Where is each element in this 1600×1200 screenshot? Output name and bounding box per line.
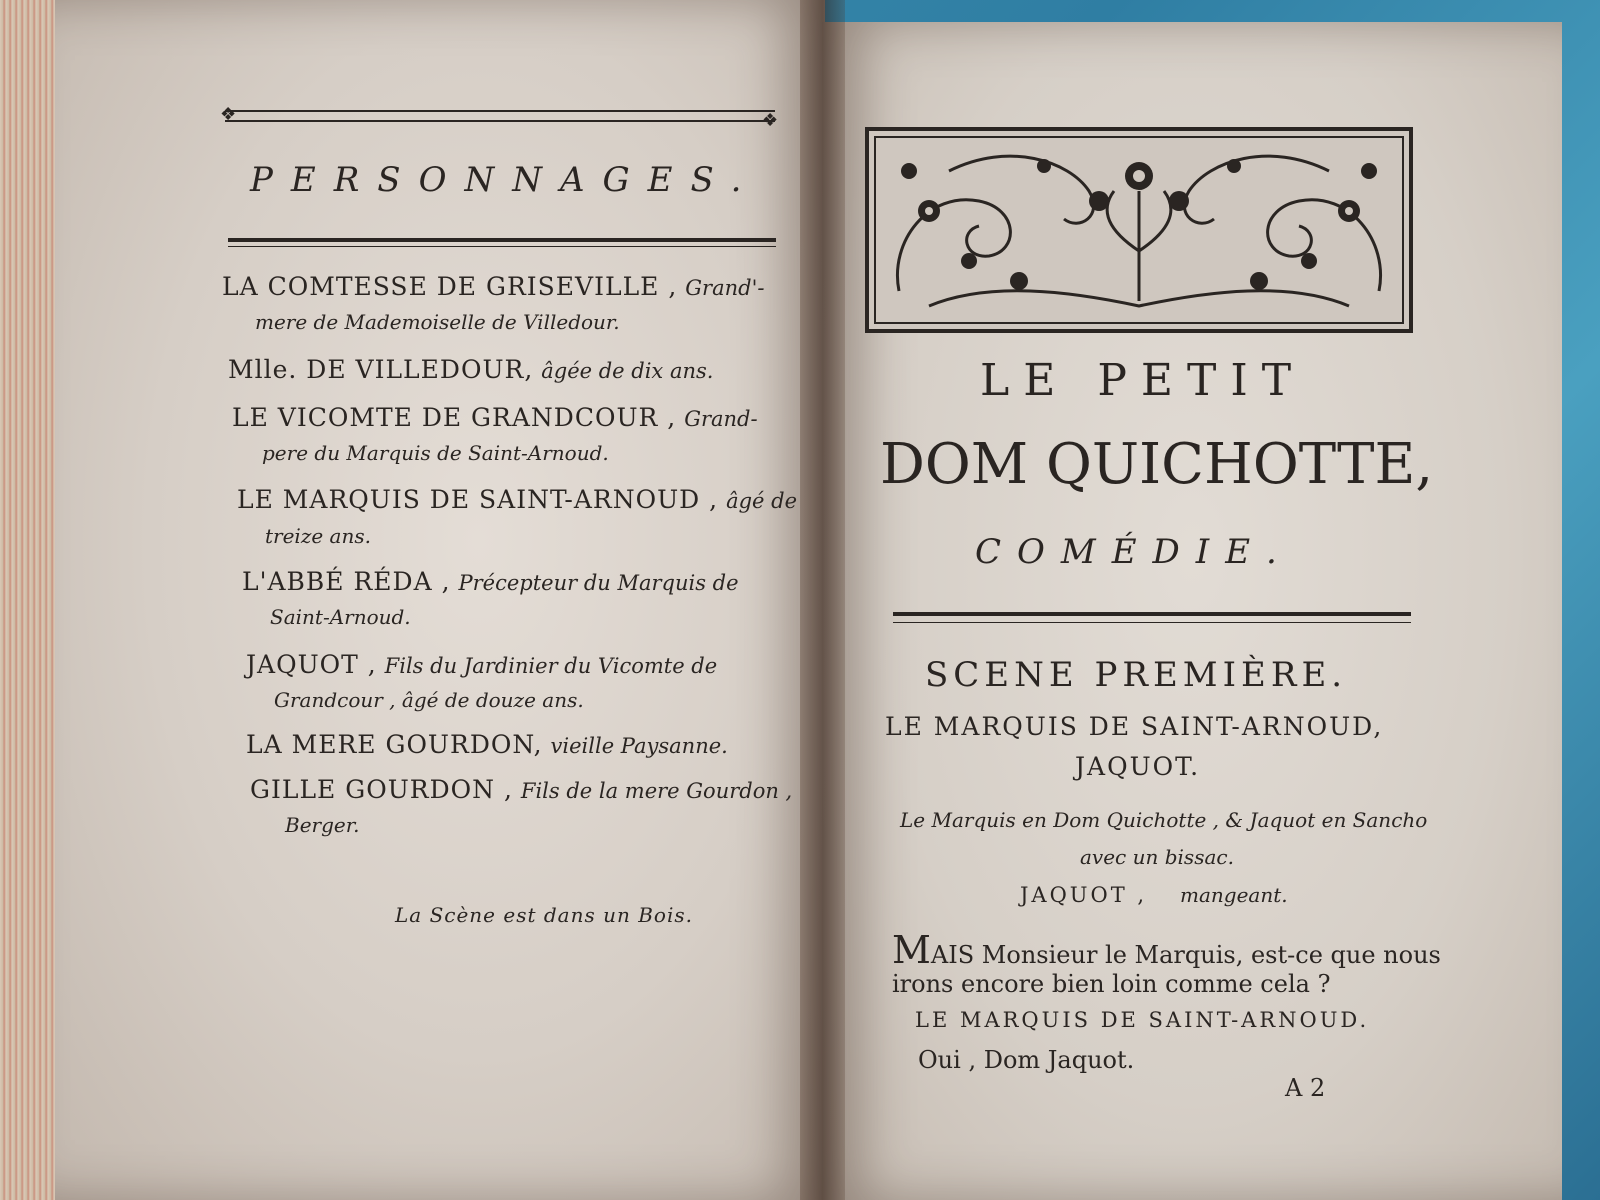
printer-signature-mark: A 2: [1285, 1074, 1326, 1102]
character-entry-mere-gourdon: [246, 730, 728, 759]
dialogue-line-2: irons encore bien loin comme cela ?: [892, 970, 1331, 998]
character-entry-villedour: [228, 355, 713, 384]
scene-location-note: La Scène est dans un Bois.: [395, 903, 693, 927]
character-entry-marquis: [237, 485, 797, 514]
character-name: GILLE GOURDON ,: [250, 775, 513, 804]
character-role: Grand'-: [685, 276, 765, 300]
character-role: vieille Paysanne.: [550, 734, 728, 758]
dialogue-line-1-text: AIS Monsieur le Marquis, est-ce que nous: [930, 941, 1441, 969]
rule-end-ornament-left: ❖: [220, 104, 237, 125]
floral-ornament-image: [869, 131, 1409, 329]
personnages-heading: PERSONNAGES.: [250, 160, 760, 200]
title-divider-thin-rule: [893, 622, 1411, 623]
stage-direction-line-2: avec un bissac.: [1080, 845, 1234, 869]
speaker-direction: mangeant.: [1180, 883, 1288, 907]
play-genre-line: COMÉDIE.: [975, 532, 1293, 572]
dialogue-line-1: [892, 928, 1441, 972]
character-name: LA COMTESSE DE GRISEVILLE ,: [222, 272, 678, 301]
character-role: âgée de dix ans.: [541, 359, 714, 383]
stage-direction-line-1: Le Marquis en Dom Quichotte , & Jaquot en Sancho: [900, 808, 1428, 832]
character-role: âgé de: [726, 489, 798, 513]
floral-ornament-headpiece: [865, 127, 1413, 333]
character-role: Précepteur du Marquis de: [458, 571, 739, 595]
title-divider-rule: [893, 612, 1411, 616]
character-role: Fils de la mere Gourdon ,: [520, 779, 793, 803]
character-role-continued: treize ans.: [265, 524, 371, 548]
play-title-line-2: DOM QUICHOTTE,: [880, 432, 1434, 497]
play-title-line-1: LE PETIT: [980, 355, 1306, 406]
speaker-name-jaquot: JAQUOT ,: [1020, 883, 1148, 907]
scene-characters-line-2: JAQUOT.: [1075, 752, 1201, 781]
speaker-name-marquis: LE MARQUIS DE SAINT-ARNOUD.: [915, 1008, 1370, 1032]
character-role-continued: Berger.: [285, 813, 360, 837]
character-role-continued: Saint-Arnoud.: [270, 605, 411, 629]
character-name: JAQUOT ,: [246, 650, 377, 679]
drop-cap: M: [892, 928, 931, 972]
heading-underline-thin-rule: [228, 246, 776, 247]
scene-characters-line-1: LE MARQUIS DE SAINT-ARNOUD,: [885, 712, 1384, 741]
dialogue-line-3: Oui , Dom Jaquot.: [918, 1046, 1135, 1074]
heading-underline-rule: [228, 238, 776, 242]
rule-end-ornament-right: ❖: [762, 110, 779, 131]
character-entry-gille-gourdon: [250, 775, 792, 804]
character-role: Fils du Jardinier du Vicomte de: [384, 654, 718, 678]
character-entry-jaquot: [246, 650, 717, 679]
character-role-continued: mere de Mademoiselle de Villedour.: [255, 310, 620, 334]
character-name: L'ABBÉ RÉDA ,: [242, 567, 451, 596]
book-gutter: [800, 0, 845, 1200]
character-role-continued: pere du Marquis de Saint-Arnoud.: [262, 441, 609, 465]
character-entry-comtesse: [222, 272, 764, 301]
character-name: LE MARQUIS DE SAINT-ARNOUD ,: [237, 485, 719, 514]
character-entry-abbe: [242, 567, 739, 596]
character-name: LE VICOMTE DE GRANDCOUR ,: [232, 403, 677, 432]
character-name: Mlle. DE VILLEDOUR,: [228, 355, 534, 384]
scene-heading: SCENE PREMIÈRE.: [925, 655, 1348, 695]
character-role-continued: Grandcour , âgé de douze ans.: [274, 688, 584, 712]
book-page-edges: [0, 0, 60, 1200]
character-role: Grand-: [684, 407, 758, 431]
character-entry-vicomte: [232, 403, 758, 432]
character-name: LA MERE GOURDON,: [246, 730, 543, 759]
top-ornamental-rule: [225, 110, 775, 122]
